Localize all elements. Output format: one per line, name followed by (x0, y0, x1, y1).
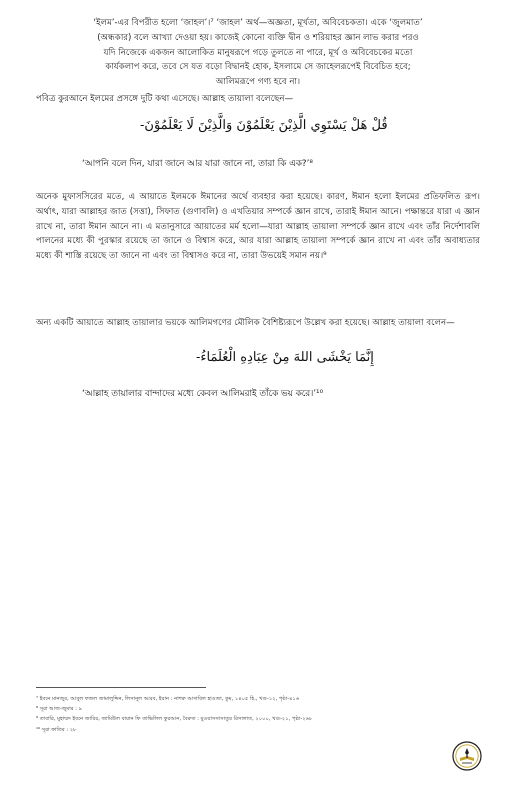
arabic-verse-zumar: قُلْ هَلْ يَسْتَوِي الَّذِيْنَ يَعْلَمُوْنَ وَالَّذِيْنَ لَا يَعْلَمُوْنَ- (140, 118, 388, 133)
publisher-logo-icon (452, 741, 482, 771)
footnote-divider (36, 687, 206, 688)
para1-line-2: (অন্ধকার) বলে আখ্যা দেওয়া হয়। কাজেই কোনো ব্যক্তি দ্বীন ও শরিয়াহর জ্ঞান লাভ করার পরও (97, 32, 419, 43)
footnote-9: ⁹ তাবারি, মুহাম্মদ ইবনে জারির, জামিউল বায়ান ফি তাভিলিল কুরআন, বৈরুত : মুওয়াসসাসাতুর রিসালাত, ২০০০, খণ্ড-২১, পৃষ্ঠা-২৬৮ (36, 716, 313, 723)
para1-line-1: ‘ইলম’-এর বিপরীত হলো ‘জাহল’।⁷ ‘জাহল’ অর্থ—অজ্ঞতা, মূর্খতা, অবিবেচকতা। একে ‘জুলমাত’ (93, 18, 423, 28)
footnotes (36, 694, 456, 735)
para1-line-5: আলিমরূপে গণ্য হবে না। (215, 77, 301, 88)
verse-translation-fatir: ‘আল্লাহ তায়ালার বান্দাদের মধ্যে কেবল আলিমরাই তাঁকে ভয় করে।’¹⁰ (82, 389, 324, 399)
para1-line-4: কার্যকলাপ করে, তবে সে যত বড়ো বিদ্বানই হোক, ইসলামে সে জাহেলরূপেই বিবেচিত হবে; (105, 62, 411, 73)
para1-line-3: যদি নিজেকে একজন আলোকিত মানুষরূপে গড়ে তুলতে না পারে, মূর্খ ও অবিবেচকের মতো (103, 47, 413, 58)
arabic-verse-fatir: إِنَّمَا يَخْشَى اللهَ مِنْ عِبَادِهِ الْعُلَمَاءُ- (196, 350, 374, 365)
footnote-7: ⁷ ইবনে মানজুর, আবুল ফজল জামালুদ্দিন, লিসানুল আরব, ইরান : নাশরু আদাবিল হাওজা, কুম, ১৪০৫ হি., খণ্ড-১২, পৃষ্ঠা-৪১৬ (36, 696, 300, 702)
quran-intro-text: পবিত্র কুরআনে ইলমের প্রসঙ্গে দুটি কথা এসেছে। আল্লাহ তায়ালা বলেছেন— (36, 94, 294, 104)
footnote-8: ⁸ সূরা আজ-জুমার : ৯ (36, 706, 83, 713)
paragraph-another-verse: অন্য একটি আয়াতে আল্লাহ তায়ালার ভয়কে আলিমগণের মৌলিক বৈশিষ্ট্যরূপে উল্লেখ করা হয়েছে। আল্লাহ তায়ালা বলেন— (36, 318, 455, 328)
paragraph-mufassir-explanation: অনেক মুফাসসিরের মতে, এ আয়াতে ইলমকে ঈমানের অর্থে ব্যবহার করা হয়েছে। কারণ, ঈমান হলো ইলমের প্রতিফলিত রূপ। অর্থাৎ, যারা আল্লাহর জাত (সত্তা), সিফাত (গুণাবলি) ও এখতিয়ার সম্পর্কে জ্ঞান রাখে, তারাই ঈমান আনে। পক্ষান্তরে যারা এ জ্ঞান রাখে না, তারা ঈমান আনে না। এ মতানুসারে আয়াতের মর্ম হলো—যারা আল্লাহ তায়ালা সম্পর্কে জ্ঞান রাখে এবং তাঁর নির্দেশাবলি পালনের মধ্যে কী পুরস্কার রয়েছে তা জানে ও বিশ্বাস করে, আর যারা আল্লাহ তায়ালা সম্পর্কে জ্ঞান রাখে না এবং তাঁর অবাধ্যতার মধ্যে কী শাস্তি রয়েছে তা জানে না এবং তা বিশ্বাসও করে না, তারা উভয়েই সমান নয়।⁹ (36, 192, 480, 262)
footnote-10: ¹⁰ সূরা ফাতির : ২৮ (36, 726, 77, 733)
verse-translation-zumar: ‘আপনি বলে দিন, যারা জানে আর যারা জানে না, তারা কি এক?’⁸ (82, 159, 313, 169)
paragraph-ilm-jahl (36, 16, 480, 90)
